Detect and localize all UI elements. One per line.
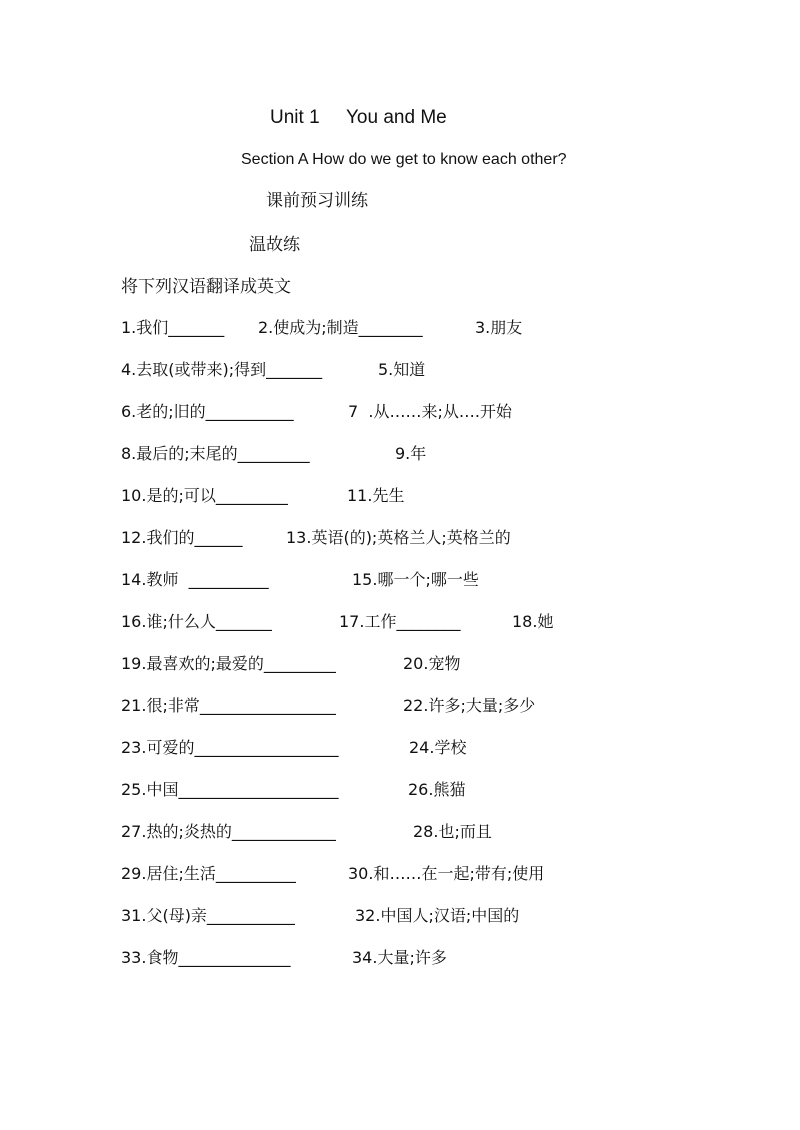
exercise-item: 33.食物______________: [121, 948, 291, 967]
exercise-item: 25.中国____________________: [121, 780, 339, 799]
exercise-item: 32.中国人;汉语;中国的: [355, 906, 520, 925]
exercise-item: 3.朋友: [475, 318, 523, 337]
exercise-item: 28.也;而且: [413, 822, 492, 841]
exercise-item: 7 .从……来;从….开始: [348, 402, 512, 421]
exercise-item: 2.使成为;制造________: [258, 318, 423, 337]
unit-title: You and Me: [346, 107, 447, 128]
exercise-item: 8.最后的;末尾的_________: [121, 444, 310, 463]
exercise-item: 26.熊猫: [408, 780, 466, 799]
exercise-item: 18.她: [512, 612, 554, 631]
exercise-item: 27.热的;炎热的_____________: [121, 822, 336, 841]
unit-number: Unit 1: [270, 107, 320, 128]
exercise-item: 15.哪一个;哪一些: [352, 570, 479, 589]
exercise-item: 23.可爱的__________________: [121, 738, 339, 757]
instruction-text: 将下列汉语翻译成英文: [121, 277, 291, 297]
exercise-item: 21.很;非常_________________: [121, 696, 336, 715]
exercise-item: 17.工作________: [339, 612, 461, 631]
exercise-item: 22.许多;大量;多少: [403, 696, 536, 715]
exercise-item: 20.宠物: [403, 654, 461, 673]
exercise-item: 4.去取(或带来);得到_______: [121, 360, 323, 379]
preview-heading: 课前预习训练: [266, 191, 368, 211]
exercise-item: 6.老的;旧的___________: [121, 402, 294, 421]
exercise-item: 11.先生: [347, 486, 405, 505]
exercise-item: 30.和……在一起;带有;使用: [348, 864, 545, 883]
section-title: Section A How do we get to know each other?: [241, 151, 567, 168]
exercise-item: 12.我们的______: [121, 528, 243, 547]
exercise-item: 16.谁;什么人_______: [121, 612, 272, 631]
exercise-item: 31.父(母)亲___________: [121, 906, 295, 925]
exercise-item: 19.最喜欢的;最爱的_________: [121, 654, 336, 673]
exercise-item: 14.教师 __________: [121, 570, 269, 589]
exercise-item: 13.英语(的);英格兰人;英格兰的: [286, 528, 511, 547]
review-heading: 温故练: [249, 235, 300, 255]
exercise-item: 9.年: [395, 444, 427, 463]
exercise-item: 29.居住;生活__________: [121, 864, 296, 883]
exercise-item: 5.知道: [378, 360, 426, 379]
exercise-item: 34.大量;许多: [352, 948, 447, 967]
exercise-item: 24.学校: [409, 738, 467, 757]
exercise-item: 10.是的;可以_________: [121, 486, 288, 505]
exercise-item: 1.我们_______: [121, 318, 225, 337]
